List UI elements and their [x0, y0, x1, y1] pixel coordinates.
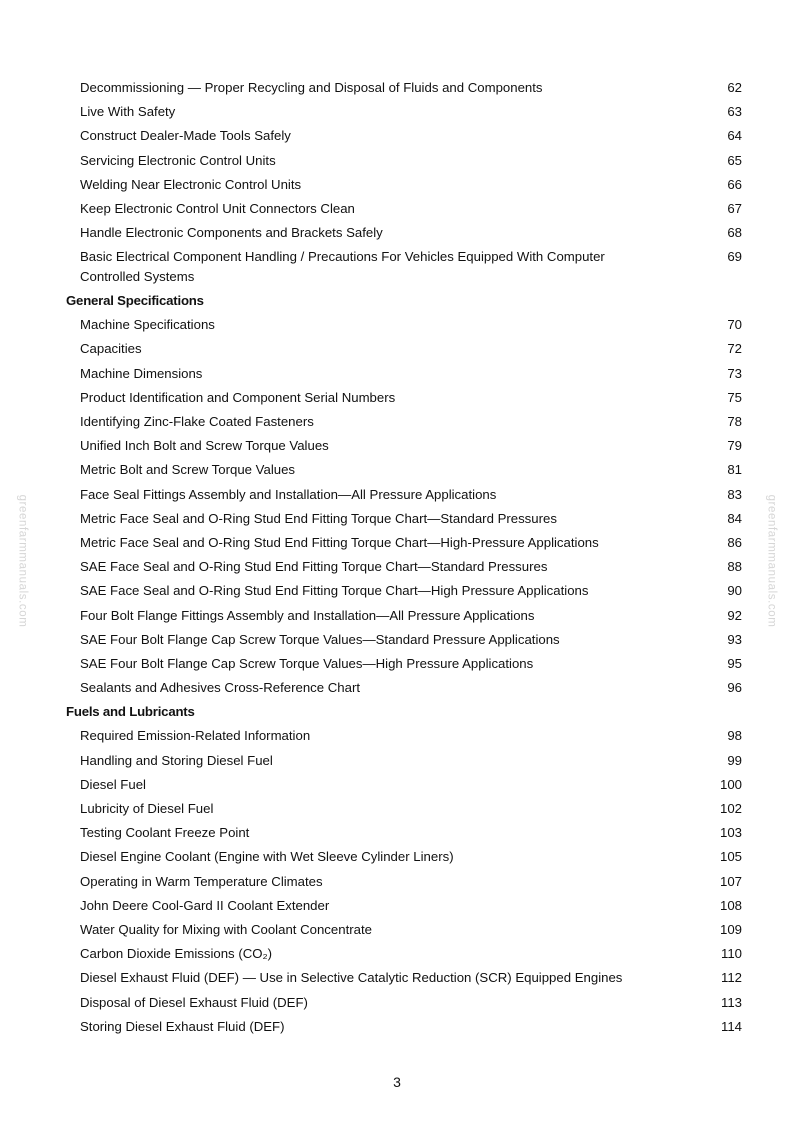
toc-entry-page-number: 65 [727, 152, 742, 168]
toc-entry-page-number: 112 [720, 970, 742, 986]
toc-entry-page-number: 96 [727, 680, 742, 696]
toc-group-general-specifications [66, 313, 742, 700]
toc-entry[interactable] [66, 173, 742, 197]
toc-entry[interactable] [66, 434, 742, 458]
toc-entry-page-number: 70 [727, 317, 742, 333]
toc-entry-page-number: 113 [720, 994, 742, 1010]
toc-entry-title: SAE Four Bolt Flange Cap Screw Torque Values—High Pressure Applications [80, 655, 534, 671]
toc-entry-title: SAE Four Bolt Flange Cap Screw Torque Values—Standard Pressure Applications [80, 631, 560, 647]
toc-entry[interactable] [66, 337, 742, 361]
toc-entry[interactable] [66, 628, 742, 652]
toc-entry[interactable] [66, 531, 742, 555]
toc-entry-title: Product Identification and Component Serial Numbers [80, 389, 396, 405]
watermark-right: greenfarmmanuals.com [765, 494, 778, 628]
toc-entry-title: Diesel Exhaust Fluid (DEF) — Use in Selective Catalytic Reduction (SCR) Equipped Engines [80, 970, 623, 986]
toc-entry-page-number: 84 [727, 510, 742, 526]
toc-entry[interactable] [66, 579, 742, 603]
toc-entry-title: Face Seal Fittings Assembly and Installation—All Pressure Applications [80, 486, 497, 502]
toc-entry-title: Metric Face Seal and O-Ring Stud End Fitting Torque Chart—High-Pressure Applications [80, 534, 599, 550]
toc-entry[interactable] [66, 76, 742, 100]
toc-section-heading: Fuels and Lubricants [66, 704, 195, 720]
toc-entry-page-number: 93 [727, 631, 742, 647]
toc-entry-title: Diesel Fuel [80, 776, 146, 792]
toc-entry-title: Handling and Storing Diesel Fuel [80, 752, 273, 768]
toc-entry[interactable] [66, 1015, 742, 1039]
toc-entry-title: Disposal of Diesel Exhaust Fluid (DEF) [80, 994, 308, 1010]
table-of-contents [66, 76, 742, 1039]
toc-entry-page-number: 98 [727, 728, 742, 744]
toc-entry-page-number: 105 [719, 849, 742, 865]
toc-entry-page-number: 108 [719, 897, 742, 913]
toc-entry-title: Water Quality for Mixing with Coolant Concentrate [80, 921, 372, 937]
page-number: 3 [393, 1074, 401, 1090]
toc-entry-page-number: 114 [720, 1018, 742, 1034]
toc-entry[interactable] [66, 942, 742, 966]
toc-entry-title: Lubricity of Diesel Fuel [80, 801, 214, 817]
toc-entry[interactable] [66, 313, 742, 337]
toc-entry[interactable] [66, 197, 742, 221]
toc-entry-page-number: 67 [727, 201, 742, 217]
toc-entry-title: Machine Dimensions [80, 365, 203, 381]
toc-entry-page-number: 72 [727, 341, 742, 357]
toc-entry-page-number: 81 [727, 462, 742, 478]
toc-entry-page-number: 62 [727, 80, 742, 96]
toc-entry-page-number: 83 [727, 486, 742, 502]
toc-entry-page-number: 88 [727, 559, 742, 575]
toc-entry-title: Decommissioning — Proper Recycling and Disposal of Fluids and Components [80, 80, 543, 96]
toc-entry[interactable] [66, 845, 742, 869]
toc-entry-title: Four Bolt Flange Fittings Assembly and Installation—All Pressure Applications [80, 607, 535, 623]
toc-group-fuels-lubricants [66, 724, 742, 1038]
toc-entry-page-number: 86 [727, 534, 742, 550]
toc-entry[interactable] [66, 652, 742, 676]
toc-entry[interactable] [66, 362, 742, 386]
toc-entry-page-number: 110 [720, 946, 742, 962]
toc-entry[interactable] [66, 245, 742, 289]
toc-entry[interactable] [66, 603, 742, 627]
toc-entry-title: Metric Face Seal and O-Ring Stud End Fitting Torque Chart—Standard Pressures [80, 510, 557, 526]
toc-entry-page-number: 66 [727, 176, 742, 192]
toc-entry-title: Servicing Electronic Control Units [80, 152, 276, 168]
toc-entry-title: SAE Face Seal and O-Ring Stud End Fitting Torque Chart—Standard Pressures [80, 559, 548, 575]
toc-entry-page-number: 68 [727, 225, 742, 241]
watermark-left: greenfarmmanuals.com [16, 494, 29, 628]
toc-entry-page-number: 102 [719, 801, 742, 817]
toc-entry[interactable] [66, 749, 742, 773]
toc-entry[interactable] [66, 676, 742, 700]
toc-entry[interactable] [66, 149, 742, 173]
toc-entry-page-number: 103 [719, 825, 742, 841]
toc-entry[interactable] [66, 386, 742, 410]
toc-entry[interactable] [66, 483, 742, 507]
toc-entry[interactable] [66, 918, 742, 942]
toc-entry[interactable] [66, 724, 742, 748]
toc-entry-title: Machine Specifications [80, 317, 215, 333]
toc-entry-title: Metric Bolt and Screw Torque Values [80, 462, 296, 478]
toc-section-heading: General Specifications [66, 293, 204, 309]
toc-entry-page-number: 109 [719, 921, 742, 937]
toc-entry-title: Identifying Zinc-Flake Coated Fasteners [80, 414, 314, 430]
toc-entry[interactable] [66, 100, 742, 124]
toc-entry[interactable] [66, 458, 742, 482]
toc-entry-page-number: 90 [727, 583, 742, 599]
toc-entry-title: Operating in Warm Temperature Climates [80, 873, 323, 889]
toc-entry-page-number: 79 [727, 438, 742, 454]
toc-entry[interactable] [66, 221, 742, 245]
toc-entry-title: Storing Diesel Exhaust Fluid (DEF) [80, 1018, 285, 1034]
toc-entry-title: Basic Electrical Component Handling / Precautions For Vehicles Equipped With Computer Controlled Systems [80, 249, 605, 284]
toc-entry-title: Diesel Engine Coolant (Engine with Wet Sleeve Cylinder Liners) [80, 849, 454, 865]
toc-entry-title: John Deere Cool-Gard II Coolant Extender [80, 897, 330, 913]
toc-entry-page-number: 100 [719, 776, 742, 792]
toc-entry-page-number: 92 [727, 607, 742, 623]
toc-entry-page-number: 95 [727, 655, 742, 671]
toc-entry[interactable] [66, 990, 742, 1014]
toc-entry-title: Unified Inch Bolt and Screw Torque Values [80, 438, 329, 454]
toc-entry-page-number: 99 [727, 752, 742, 768]
toc-entry-page-number: 64 [727, 128, 742, 144]
toc-entry[interactable] [66, 773, 742, 797]
toc-entry[interactable] [66, 507, 742, 531]
toc-entry[interactable] [66, 966, 742, 990]
toc-entry[interactable] [66, 894, 742, 918]
toc-entry[interactable] [66, 124, 742, 148]
toc-entry-title: Live With Safety [80, 104, 176, 120]
toc-entry-page-number: 78 [727, 414, 742, 430]
toc-entry[interactable] [66, 797, 742, 821]
toc-entry-page-number: 69 [727, 249, 742, 265]
toc-entry[interactable] [66, 410, 742, 434]
toc-entry-title: Construct Dealer-Made Tools Safely [80, 128, 291, 144]
toc-entry-title: Sealants and Adhesives Cross-Reference Chart [80, 680, 361, 696]
toc-entry-page-number: 73 [727, 365, 742, 381]
toc-entry-title: SAE Face Seal and O-Ring Stud End Fitting Torque Chart—High Pressure Applications [80, 583, 589, 599]
toc-entry-title: Required Emission-Related Information [80, 728, 311, 744]
toc-entry-title: Handle Electronic Components and Brackets Safely [80, 225, 383, 241]
toc-entry-page-number: 75 [727, 389, 742, 405]
toc-entry-title: Testing Coolant Freeze Point [80, 825, 250, 841]
toc-entry-title: Carbon Dioxide Emissions (CO₂) [80, 946, 272, 962]
toc-entry[interactable] [66, 555, 742, 579]
toc-entry-title: Keep Electronic Control Unit Connectors Clean [80, 201, 355, 217]
toc-entry-title: Welding Near Electronic Control Units [80, 176, 302, 192]
toc-entry-page-number: 107 [719, 873, 742, 889]
toc-entry[interactable] [66, 821, 742, 845]
toc-entry-title: Capacities [80, 341, 142, 357]
toc-group-safety [66, 76, 742, 289]
toc-entry-page-number: 63 [727, 104, 742, 120]
toc-entry[interactable] [66, 870, 742, 894]
